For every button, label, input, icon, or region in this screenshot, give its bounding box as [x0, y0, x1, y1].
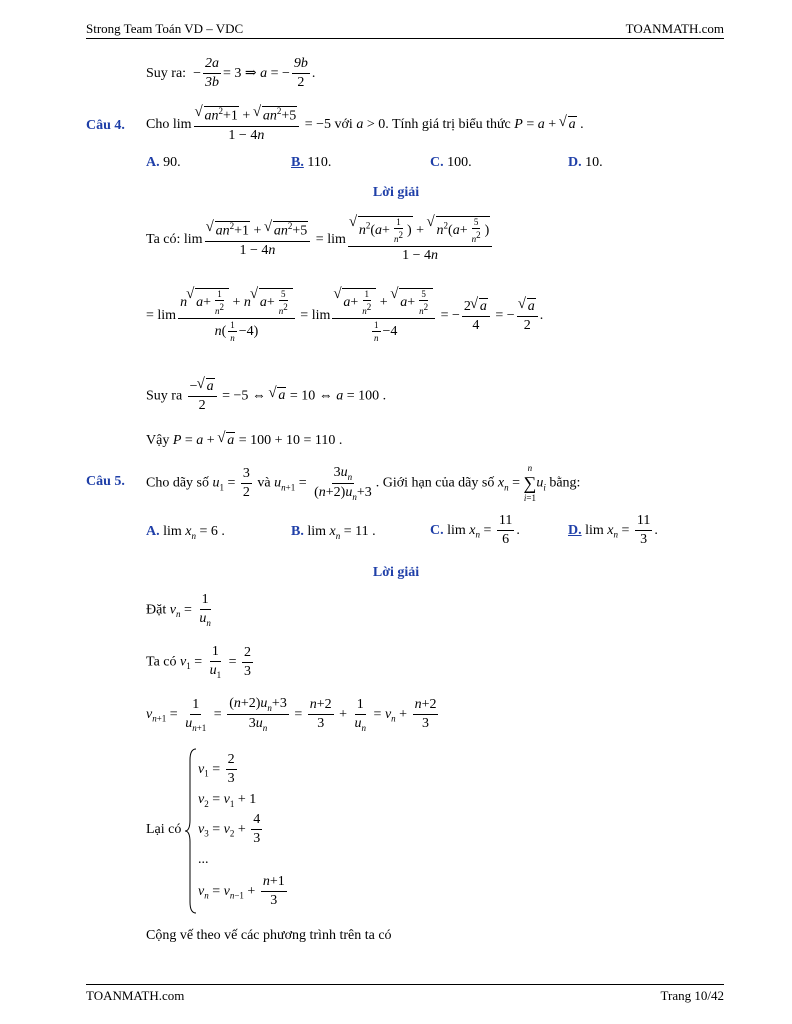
system-eq-2: $v_2 = v_1 + 1$	[198, 792, 257, 809]
q5-closing-text: Cộng vế theo vế các phương trình trên ta có	[146, 928, 392, 943]
q4-option-c[interactable]: C. 100.	[430, 155, 472, 170]
intro-text: Suy ra:	[146, 65, 187, 81]
q4-solution-step-2: = lim n√ a+ $\frac{1}{n^2}$ + n√ a+ $\frac{5}{n^2}$ n( $\frac{1}{n}$ −4) = lim √ a+ $\frac{1}{n^2}$ + √ a+ $\frac{5}{n^2}$ $\frac{1}{n}$ −4 = − $\frac{2√ a}{4}$ = − √ $\frac{a}{2}$ .	[146, 288, 543, 343]
question-5-label: Câu 5.	[86, 474, 125, 489]
system-ellipsis: ...	[198, 852, 209, 867]
q4-option-b[interactable]: B. 110.	[291, 155, 332, 170]
system-brace	[185, 748, 197, 919]
question-5-statement: Cho dãy số $u_1$ = $\frac{3}{2}$ và $u_{n+1}$ = $\frac{3u_n}{(n+2)u_n+3}$ . Giới hạn của dãy số $x_n = n$ ∑ $i=1u_i$ bằng:	[146, 463, 581, 504]
q5-option-b[interactable]: B. $\lim x_n = 11$ .	[291, 524, 376, 541]
q5-solution-step-3: $v_{n+1}$ = $\frac{1}{u_{n+1}}$ = $\frac{(n+2)u_n+3}{3u_n}$ = $\frac{n+2}{3}$ + $\frac{1}{u_n}$ = $v_n$ + $\frac{n+2}{3}$	[146, 696, 437, 733]
q5-option-c[interactable]: C. $\lim x_n$ = $\frac{11}{6}$ .	[430, 513, 520, 548]
q4-option-d[interactable]: D. 10.	[568, 155, 603, 170]
footer-left: TOANMATH.com	[86, 988, 185, 1003]
q5-solution-step-2: Ta có $v_1$ = $\frac{1}{u_1}$ = $\frac{2}{3}$	[146, 644, 252, 680]
question-4-statement: Cho lim √ $\frac{an^2+1 + √ an^2+5}{1 - 4n}$ = −5 với a > 0. Tính giá trị biểu thức P = a + √ a .	[146, 106, 584, 144]
system-eq-3: $v_3 = v_2$ + $\frac{4}{3}$	[198, 812, 261, 847]
footer-page-number: Trang 10/42	[660, 988, 724, 1003]
q5-option-d[interactable]: D. $\lim x_n$ = $\frac{11}{3}$ .	[568, 513, 658, 548]
q5-option-a[interactable]: A. $\lim x_n = 6$ .	[146, 524, 225, 541]
q4-option-a[interactable]: A. 90.	[146, 155, 181, 170]
q5-lai-co: Lại có	[146, 822, 182, 837]
system-eq-1: $v_1$ = $\frac{2}{3}$	[198, 752, 235, 787]
q4-solution-step-1: Ta có: lim √ $\frac{an^2+1 + √ an^2+5}{1 - 4n}$ = lim √ $n^2(a+$ $\frac{1}{n^2}$ ) + √ $n^2(a+$ $\frac{5}{n^2}$ ) 1 − 4n	[146, 216, 494, 264]
q4-solution-heading: Lời giải	[372, 185, 420, 200]
q5-solution-heading: Lời giải	[372, 565, 420, 580]
question-4-label: Câu 4.	[86, 118, 125, 133]
q4-solution-step-4: Vậy P = a + √ a = 100 + 10 = 110 .	[146, 432, 342, 449]
header-right: TOANMATH.com	[625, 21, 724, 36]
intro-line: Suy ra: − $\frac{2a}{3b}$ = 3 ⇒ a = − $\frac{9b}{2}$ .	[146, 56, 316, 91]
system-eq-n: $v_n = v_{n-1}$ + $\frac{n+1}{3}$	[198, 874, 285, 909]
header-rule	[86, 38, 724, 39]
q5-solution-step-1: Đặt $v_n$ = $\frac{1}{u_n}$	[146, 592, 211, 628]
header-left: Strong Team Toán VD – VDC	[86, 21, 244, 36]
footer-rule	[86, 984, 724, 985]
q4-solution-step-3: Suy ra $\frac{-√ a}{2}$ = −5 ⇔ √ a = 10 ⇔ a = 100 .	[146, 378, 386, 414]
